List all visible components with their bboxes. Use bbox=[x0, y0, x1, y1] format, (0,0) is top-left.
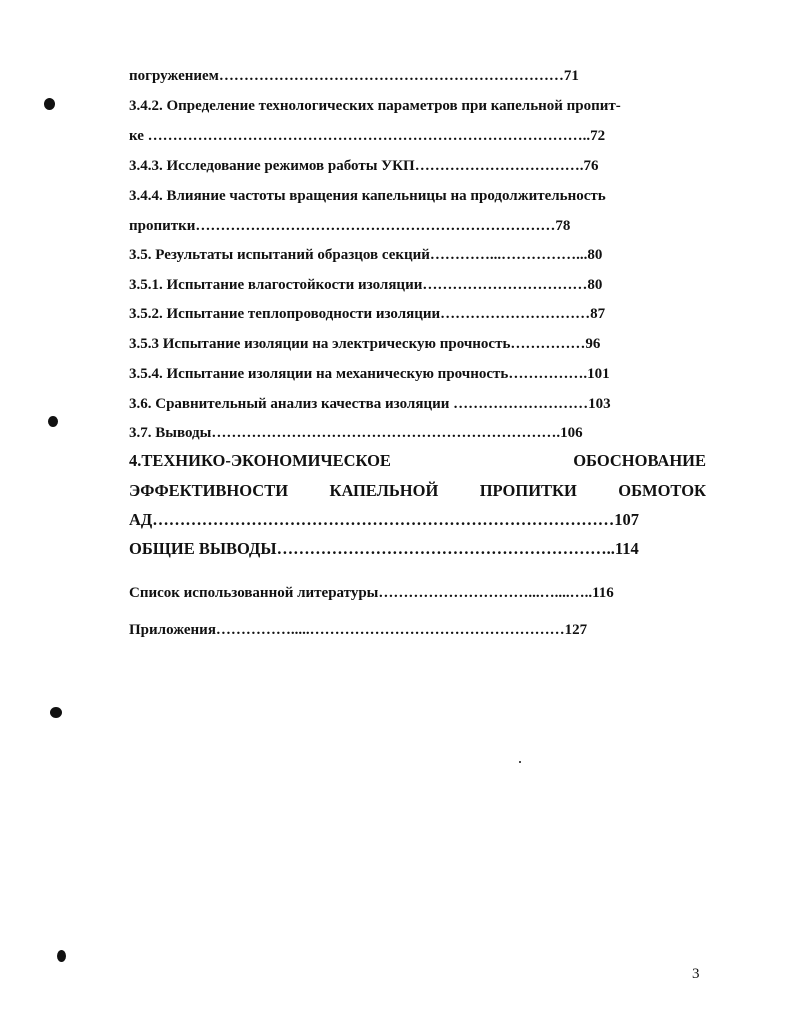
toc-entry-3-6: 3.6. Сравнительный анализ качества изоляции ………………………103 bbox=[129, 396, 611, 412]
toc-entry-3-5-4: 3.5.4. Испытание изоляции на механическую прочность…………….101 bbox=[129, 366, 610, 382]
toc-entry-3-5: 3.5. Результаты испытаний образцов секций…………...……………...80 bbox=[129, 247, 603, 263]
toc-entry-3-7: 3.7. Выводы…………………………………………………………….106 bbox=[129, 425, 583, 441]
scan-speck bbox=[44, 98, 55, 110]
toc-chapter4-line1 bbox=[129, 451, 706, 471]
chapter4-word: ОБОСНОВАНИЕ bbox=[573, 451, 706, 470]
toc-entry-3-4-2: 3.4.2. Определение технологических параметров при капельной пропит- bbox=[129, 98, 621, 114]
scan-speck bbox=[57, 950, 66, 962]
toc-references: Список использованной литературы…………………………...…....…..116 bbox=[129, 585, 614, 601]
chapter4-word: 4.ТЕХНИКО-ЭКОНОМИЧЕСКОЕ bbox=[129, 451, 391, 470]
toc-entry-3-5-1: 3.5.1. Испытание влагостойкости изоляции……………………………80 bbox=[129, 277, 603, 293]
toc-entry-immersion: погружением……………………………………………………………71 bbox=[129, 68, 579, 84]
toc-entry-3-5-3: 3.5.3 Испытание изоляции на электрическую прочность……………96 bbox=[129, 336, 601, 352]
toc-entry-3-5-2: 3.5.2. Испытание теплопроводности изоляции…………………………87 bbox=[129, 306, 606, 322]
page-number: 3 bbox=[692, 966, 700, 982]
chapter4-word: ОБМОТОК bbox=[618, 481, 706, 500]
toc-appendices: Приложения…………….....……………………………………………127 bbox=[129, 622, 588, 638]
toc-entry-3-4-4: 3.4.4. Влияние частоты вращения капельницы на продолжительность bbox=[129, 188, 606, 204]
scan-speck bbox=[519, 761, 521, 763]
chapter4-word: ЭФФЕКТИВНОСТИ bbox=[129, 481, 289, 500]
chapter4-word: ПРОПИТКИ bbox=[479, 481, 577, 500]
toc-general-conclusions: ОБЩИЕ ВЫВОДЫ……………………………………………………..114 bbox=[129, 539, 639, 558]
toc-entry-3-4-2-cont: ке ……………………………………………………………………………..72 bbox=[129, 128, 606, 144]
toc-chapter4-line2 bbox=[129, 481, 706, 501]
toc-chapter4-line3: АД…………………………………………………………………………107 bbox=[129, 510, 640, 529]
scan-speck bbox=[48, 416, 58, 427]
toc-entry-3-4-4-cont: пропитки………………………………………………………………78 bbox=[129, 218, 571, 234]
scan-speck bbox=[50, 707, 62, 718]
toc-entry-3-4-3: 3.4.3. Исследование режимов работы УКП…………………………….76 bbox=[129, 158, 599, 174]
chapter4-word: КАПЕЛЬНОЙ bbox=[329, 481, 439, 500]
